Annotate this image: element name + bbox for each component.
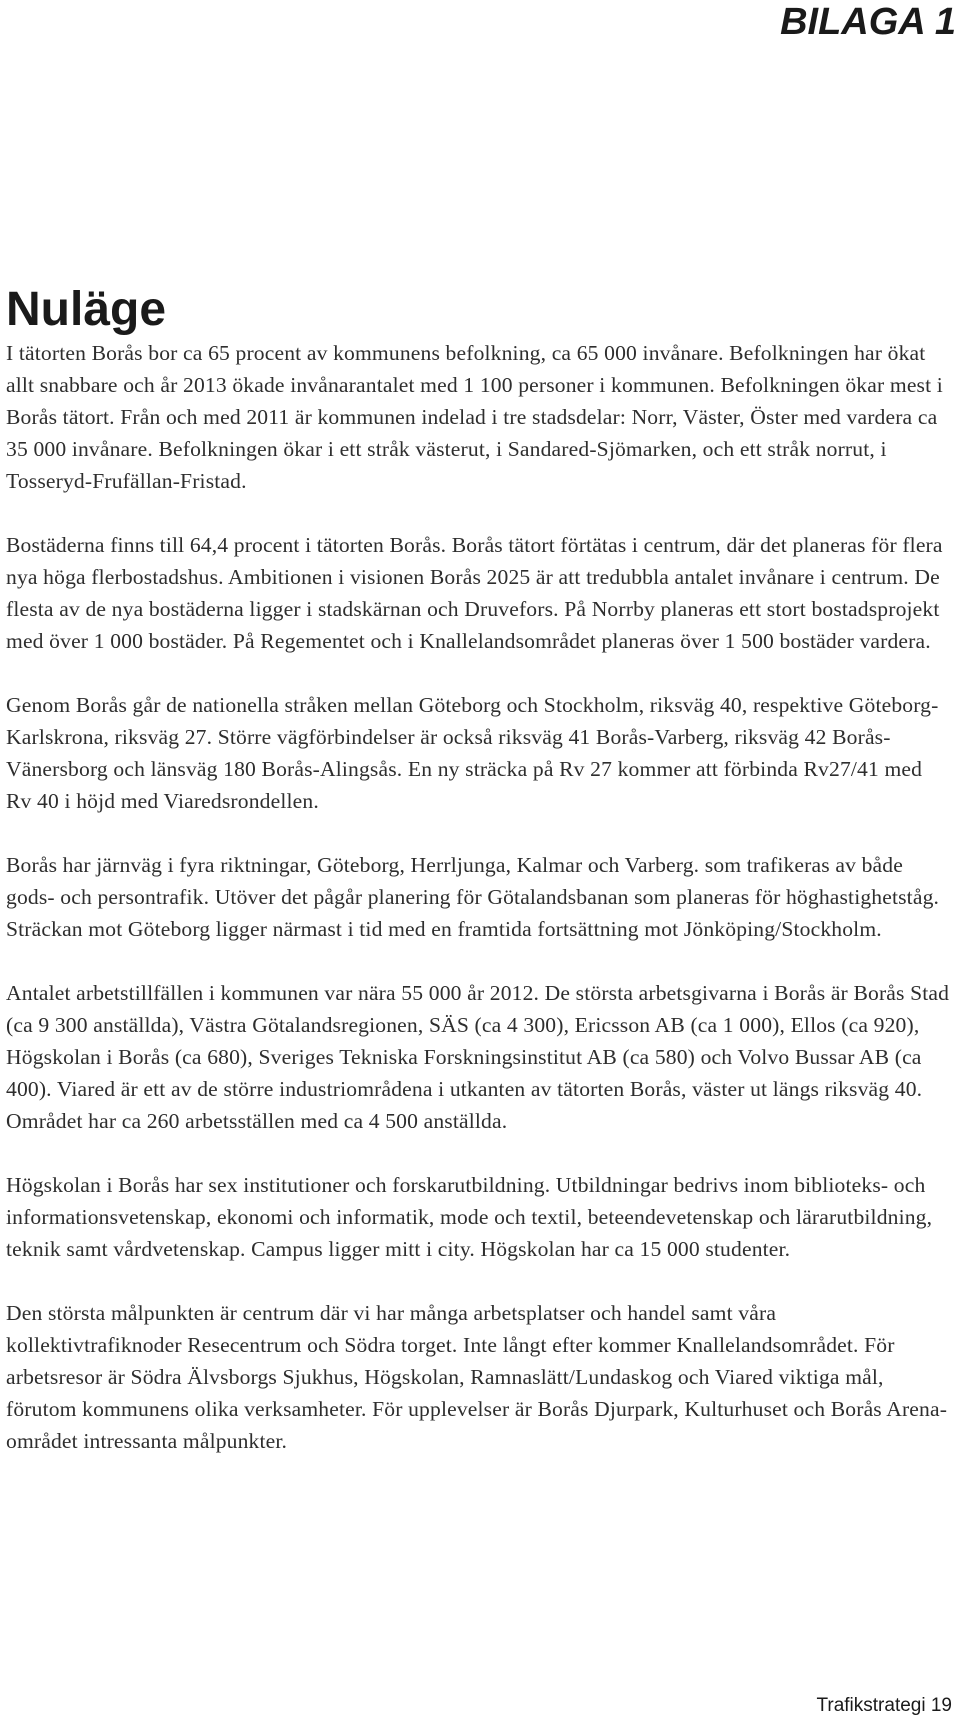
appendix-label: BILAGA 1 (780, 1, 956, 43)
page-title: Nuläge (6, 283, 167, 336)
paragraph-university: Högskolan i Borås har sex institutioner och forskarutbildning. Utbildningar bedrivs inom biblioteks- och informationsvetenskap, ekonomi och informatik, mode och textil, beteendevetenskap och lärarutbildning, teknik samt vårdvetenskap. Campus ligger mitt i city. Högskolan har ca 15 000 studenter. (6, 1173, 933, 1261)
paragraph-employment: Antalet arbetstillfällen i kommunen var nära 55 000 år 2012. De största arbetsgivarna i Borås är Borås Stad (ca 9 300 anställda), Västra Götalandsregionen, SÄS (ca 4 300), Ericsson AB (ca 1 000), Ellos (ca 920), Högskolan i Borås (ca 680), Sveriges Tekniska Forskningsinstitut AB (ca 580) och Volvo Bussar AB (ca 400). Viared är ett av de större industriområdena i utkanten av tätorten Borås, väster ut längs riksväg 40. Området har ca 260 arbetsställen med ca 4 500 anställda. (6, 981, 950, 1133)
paragraph-roads: Genom Borås går de nationella stråken mellan Göteborg och Stockholm, riksväg 40, respektive Göteborg-Karlskrona, riksväg 27. Större vägförbindelser är också riksväg 41 Borås-Varberg, riksväg 42 Borås-Vänersborg och länsväg 180 Borås-Alingsås. En ny sträcka på Rv 27 kommer att förbinda Rv27/41 med Rv 40 i höjd med Viaredsrondellen. (6, 693, 939, 813)
paragraph-population: I tätorten Borås bor ca 65 procent av kommunens befolkning, ca 65 000 invånare. Befolkningen har ökat allt snabbare och år 2013 ökade invånarantalet med 1 100 personer i kommunen. Befolkningen ökar mest i Borås tätort. Från och med 2011 är kommunen indelad i tre stadsdelar: Norr, Väster, Öster med vardera ca 35 000 invånare. Befolkningen ökar i ett stråk västerut, i Sandared-Sjömarken, och ett stråk norrut, i Tosseryd-Frufällan-Fristad. (6, 341, 943, 493)
paragraph-destinations: Den största målpunkten är centrum där vi har många arbetsplatser och handel samt våra kollektivtrafiknoder Resecentrum och Södra torget. Inte långt efter kommer Knallelandsområdet. För arbetsresor är Södra Älvsborgs Sjukhus, Högskolan, Ramnaslätt/Lundaskog och Viared viktiga mål, förutom kommunens olika verksamheter. För upplevelser är Borås Djurpark, Kulturhuset och Borås Arena-området intressanta målpunkter. (6, 1301, 948, 1453)
body-text (6, 337, 951, 1489)
paragraph-railway: Borås har järnväg i fyra riktningar, Göteborg, Herrljunga, Kalmar och Varberg. som trafikeras av både gods- och persontrafik. Utöver det pågår planering för Götalandsbanan som planeras för höghastighetståg. Sträckan mot Göteborg ligger närmast i tid med en framtida fortsättning mot Jönköping/Stockholm. (6, 853, 940, 941)
page-footer: Trafikstrategi 19 (816, 1695, 952, 1716)
paragraph-housing: Bostäderna finns till 64,4 procent i tätorten Borås. Borås tätort förtätas i centrum, där det planeras för flera nya höga flerbostadshus. Ambitionen i visionen Borås 2025 är att tredubbla antalet invånare i centrum. De flesta av de nya bostäderna ligger i stadskärnan och Druvefors. På Norrby planeras ett stort bostadsprojekt med över 1 000 bostäder. På Regementet och i Knallelandsområdet planeras över 1 500 bostäder vardera. (6, 533, 943, 653)
